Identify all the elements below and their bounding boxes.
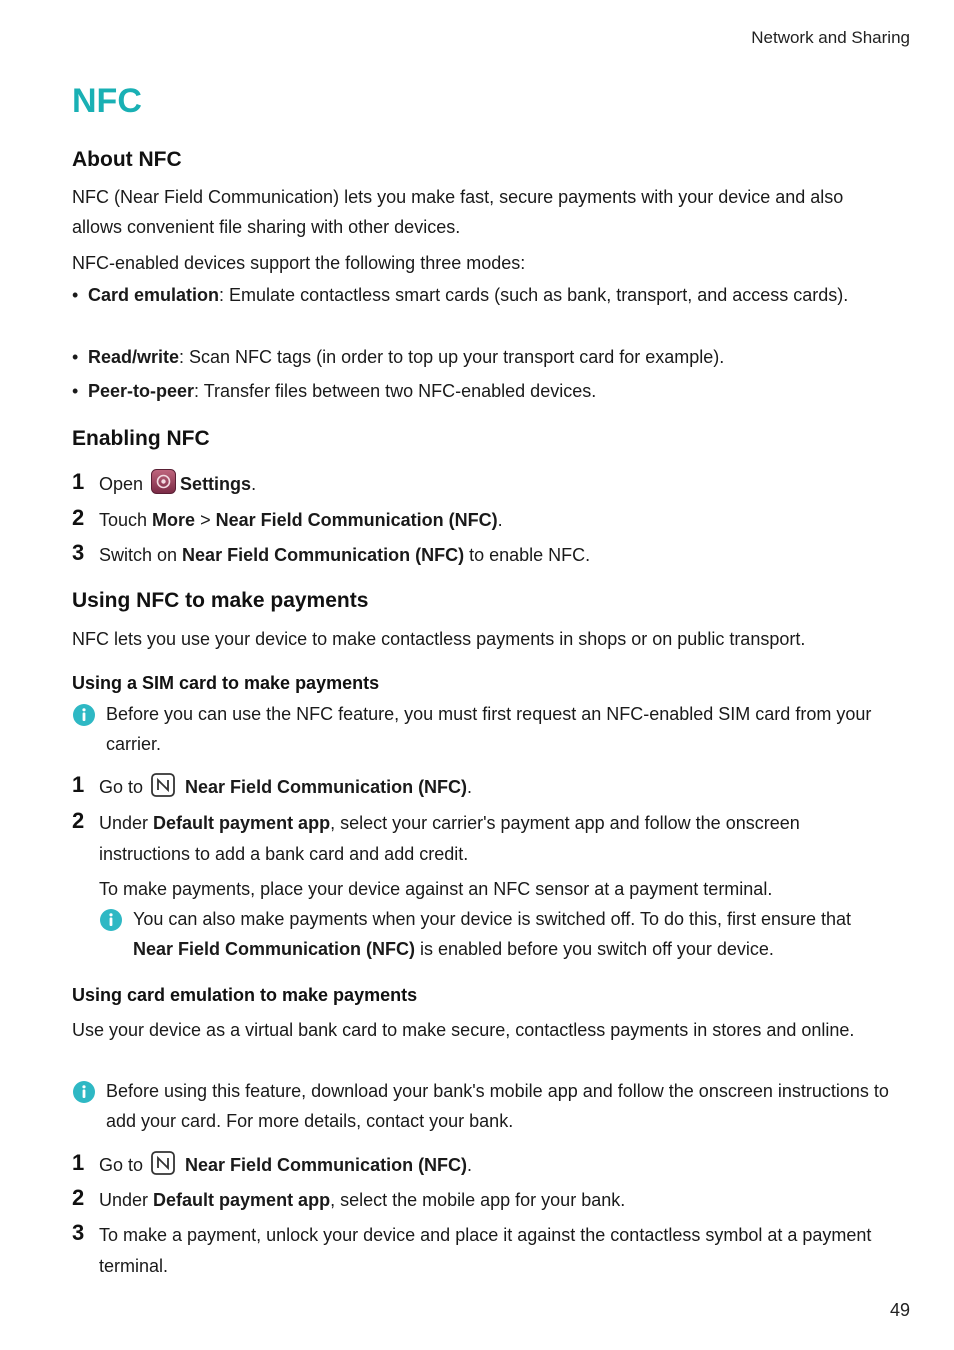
card-step-2 bbox=[72, 1185, 882, 1216]
step-number: 1 bbox=[72, 1150, 85, 1175]
settings-app-icon bbox=[151, 469, 176, 504]
step-text: Under bbox=[99, 813, 154, 833]
more-label: More bbox=[152, 510, 196, 530]
nfc-icon bbox=[151, 773, 175, 807]
separator: > bbox=[195, 510, 216, 530]
note-text-end: is enabled before you switch off your device. bbox=[415, 939, 774, 959]
bullet-dot: • bbox=[72, 285, 79, 305]
step-number: 2 bbox=[72, 1185, 85, 1210]
running-header: Network and Sharing bbox=[751, 28, 910, 47]
card-step-3 bbox=[72, 1220, 882, 1282]
step-text: Open bbox=[99, 474, 144, 494]
card-emulation-intro: Use your device as a virtual bank card to make secure, contactless payments in stores and online. bbox=[72, 1020, 855, 1040]
step-number: 3 bbox=[72, 540, 85, 565]
info-icon bbox=[72, 703, 96, 727]
enable-step-1 bbox=[72, 469, 882, 504]
step-text: Go to bbox=[99, 1155, 144, 1175]
default-payment-app-label: Default payment app bbox=[153, 1190, 331, 1210]
note-text: You can also make payments when your device is switched off. To do this, first ensure that bbox=[133, 909, 852, 929]
step-text: Switch on bbox=[99, 545, 183, 565]
sim-step-2 bbox=[72, 808, 882, 870]
modes-intro: NFC-enabled devices support the following three modes: bbox=[72, 253, 526, 273]
sim-payments-heading: Using a SIM card to make payments bbox=[72, 673, 380, 693]
mode-desc: : Transfer files between two NFC-enabled devices. bbox=[194, 381, 597, 401]
step-text-end: . bbox=[467, 1155, 473, 1175]
mode-term: Read/write bbox=[88, 347, 180, 367]
step-text: Go to bbox=[99, 777, 144, 797]
info-icon bbox=[99, 908, 123, 932]
note-text: Before you can use the NFC feature, you must first request an NFC-enabled SIM card from your carrier. bbox=[106, 704, 872, 754]
step-number: 1 bbox=[72, 772, 85, 797]
step-text-end: , select the mobile app for your bank. bbox=[330, 1190, 626, 1210]
info-icon bbox=[72, 1080, 96, 1104]
mode-desc: : Scan NFC tags (in order to top up your transport card for example). bbox=[179, 347, 725, 367]
switched-off-note bbox=[99, 904, 889, 964]
mode-item-read-write bbox=[72, 342, 882, 372]
nfc-label: Near Field Communication (NFC) bbox=[133, 939, 416, 959]
nfc-label: Near Field Communication (NFC) bbox=[215, 510, 498, 530]
step-number: 1 bbox=[72, 469, 85, 494]
step-text-end: , select your carrier's payment app and follow the onscreen instructions to add a bank card and add credit. bbox=[99, 813, 800, 864]
nfc-label: Near Field Communication (NFC) bbox=[182, 545, 465, 565]
sim-step-1 bbox=[72, 772, 882, 807]
mode-term: Card emulation bbox=[88, 285, 220, 305]
nfc-label: Near Field Communication (NFC) bbox=[185, 1155, 468, 1175]
note-text: Before using this feature, download your bank's mobile app and follow the onscreen instructions to add your card. For more details, contact your bank. bbox=[106, 1081, 889, 1131]
step-number: 2 bbox=[72, 505, 85, 530]
page-number: 49 bbox=[889, 1300, 910, 1320]
payments-intro: NFC lets you use your device to make contactless payments in shops or on public transport. bbox=[72, 629, 806, 649]
step-text: Touch bbox=[99, 510, 153, 530]
sim-step-2-extra: To make payments, place your device against an NFC sensor at a payment terminal. bbox=[99, 879, 773, 899]
card-emulation-note bbox=[72, 1076, 892, 1136]
nfc-icon bbox=[151, 1151, 175, 1185]
sim-note bbox=[72, 699, 892, 759]
step-number: 3 bbox=[72, 1220, 85, 1245]
step-text-end: . bbox=[251, 474, 257, 494]
card-step-1 bbox=[72, 1150, 882, 1185]
step-text-end: . bbox=[497, 510, 503, 530]
step-number: 2 bbox=[72, 808, 85, 833]
step-text: To make a payment, unlock your device and place it against the contactless symbol at a payment terminal. bbox=[99, 1225, 872, 1276]
about-nfc-heading: About NFC bbox=[72, 148, 182, 171]
settings-label: Settings bbox=[180, 474, 252, 494]
enable-step-2 bbox=[72, 505, 882, 536]
nfc-label: Near Field Communication (NFC) bbox=[185, 777, 468, 797]
mode-item-peer-to-peer bbox=[72, 376, 882, 406]
enabling-nfc-heading: Enabling NFC bbox=[72, 427, 210, 450]
about-nfc-paragraph: NFC (Near Field Communication) lets you make fast, secure payments with your device and also allows convenient file sharing with other devices. bbox=[72, 187, 844, 237]
mode-item-card-emulation bbox=[72, 280, 882, 310]
payments-heading: Using NFC to make payments bbox=[72, 589, 369, 612]
step-text-end: to enable NFC. bbox=[464, 545, 591, 565]
default-payment-app-label: Default payment app bbox=[153, 813, 331, 833]
mode-term: Peer-to-peer bbox=[88, 381, 195, 401]
page-title: NFC bbox=[72, 82, 142, 120]
bullet-dot: • bbox=[72, 381, 79, 401]
bullet-dot: • bbox=[72, 347, 79, 367]
step-text-end: . bbox=[467, 777, 473, 797]
enable-step-3 bbox=[72, 540, 882, 571]
card-emulation-heading: Using card emulation to make payments bbox=[72, 985, 418, 1005]
mode-desc: : Emulate contactless smart cards (such as bank, transport, and access cards). bbox=[219, 285, 849, 305]
step-text: Under bbox=[99, 1190, 154, 1210]
